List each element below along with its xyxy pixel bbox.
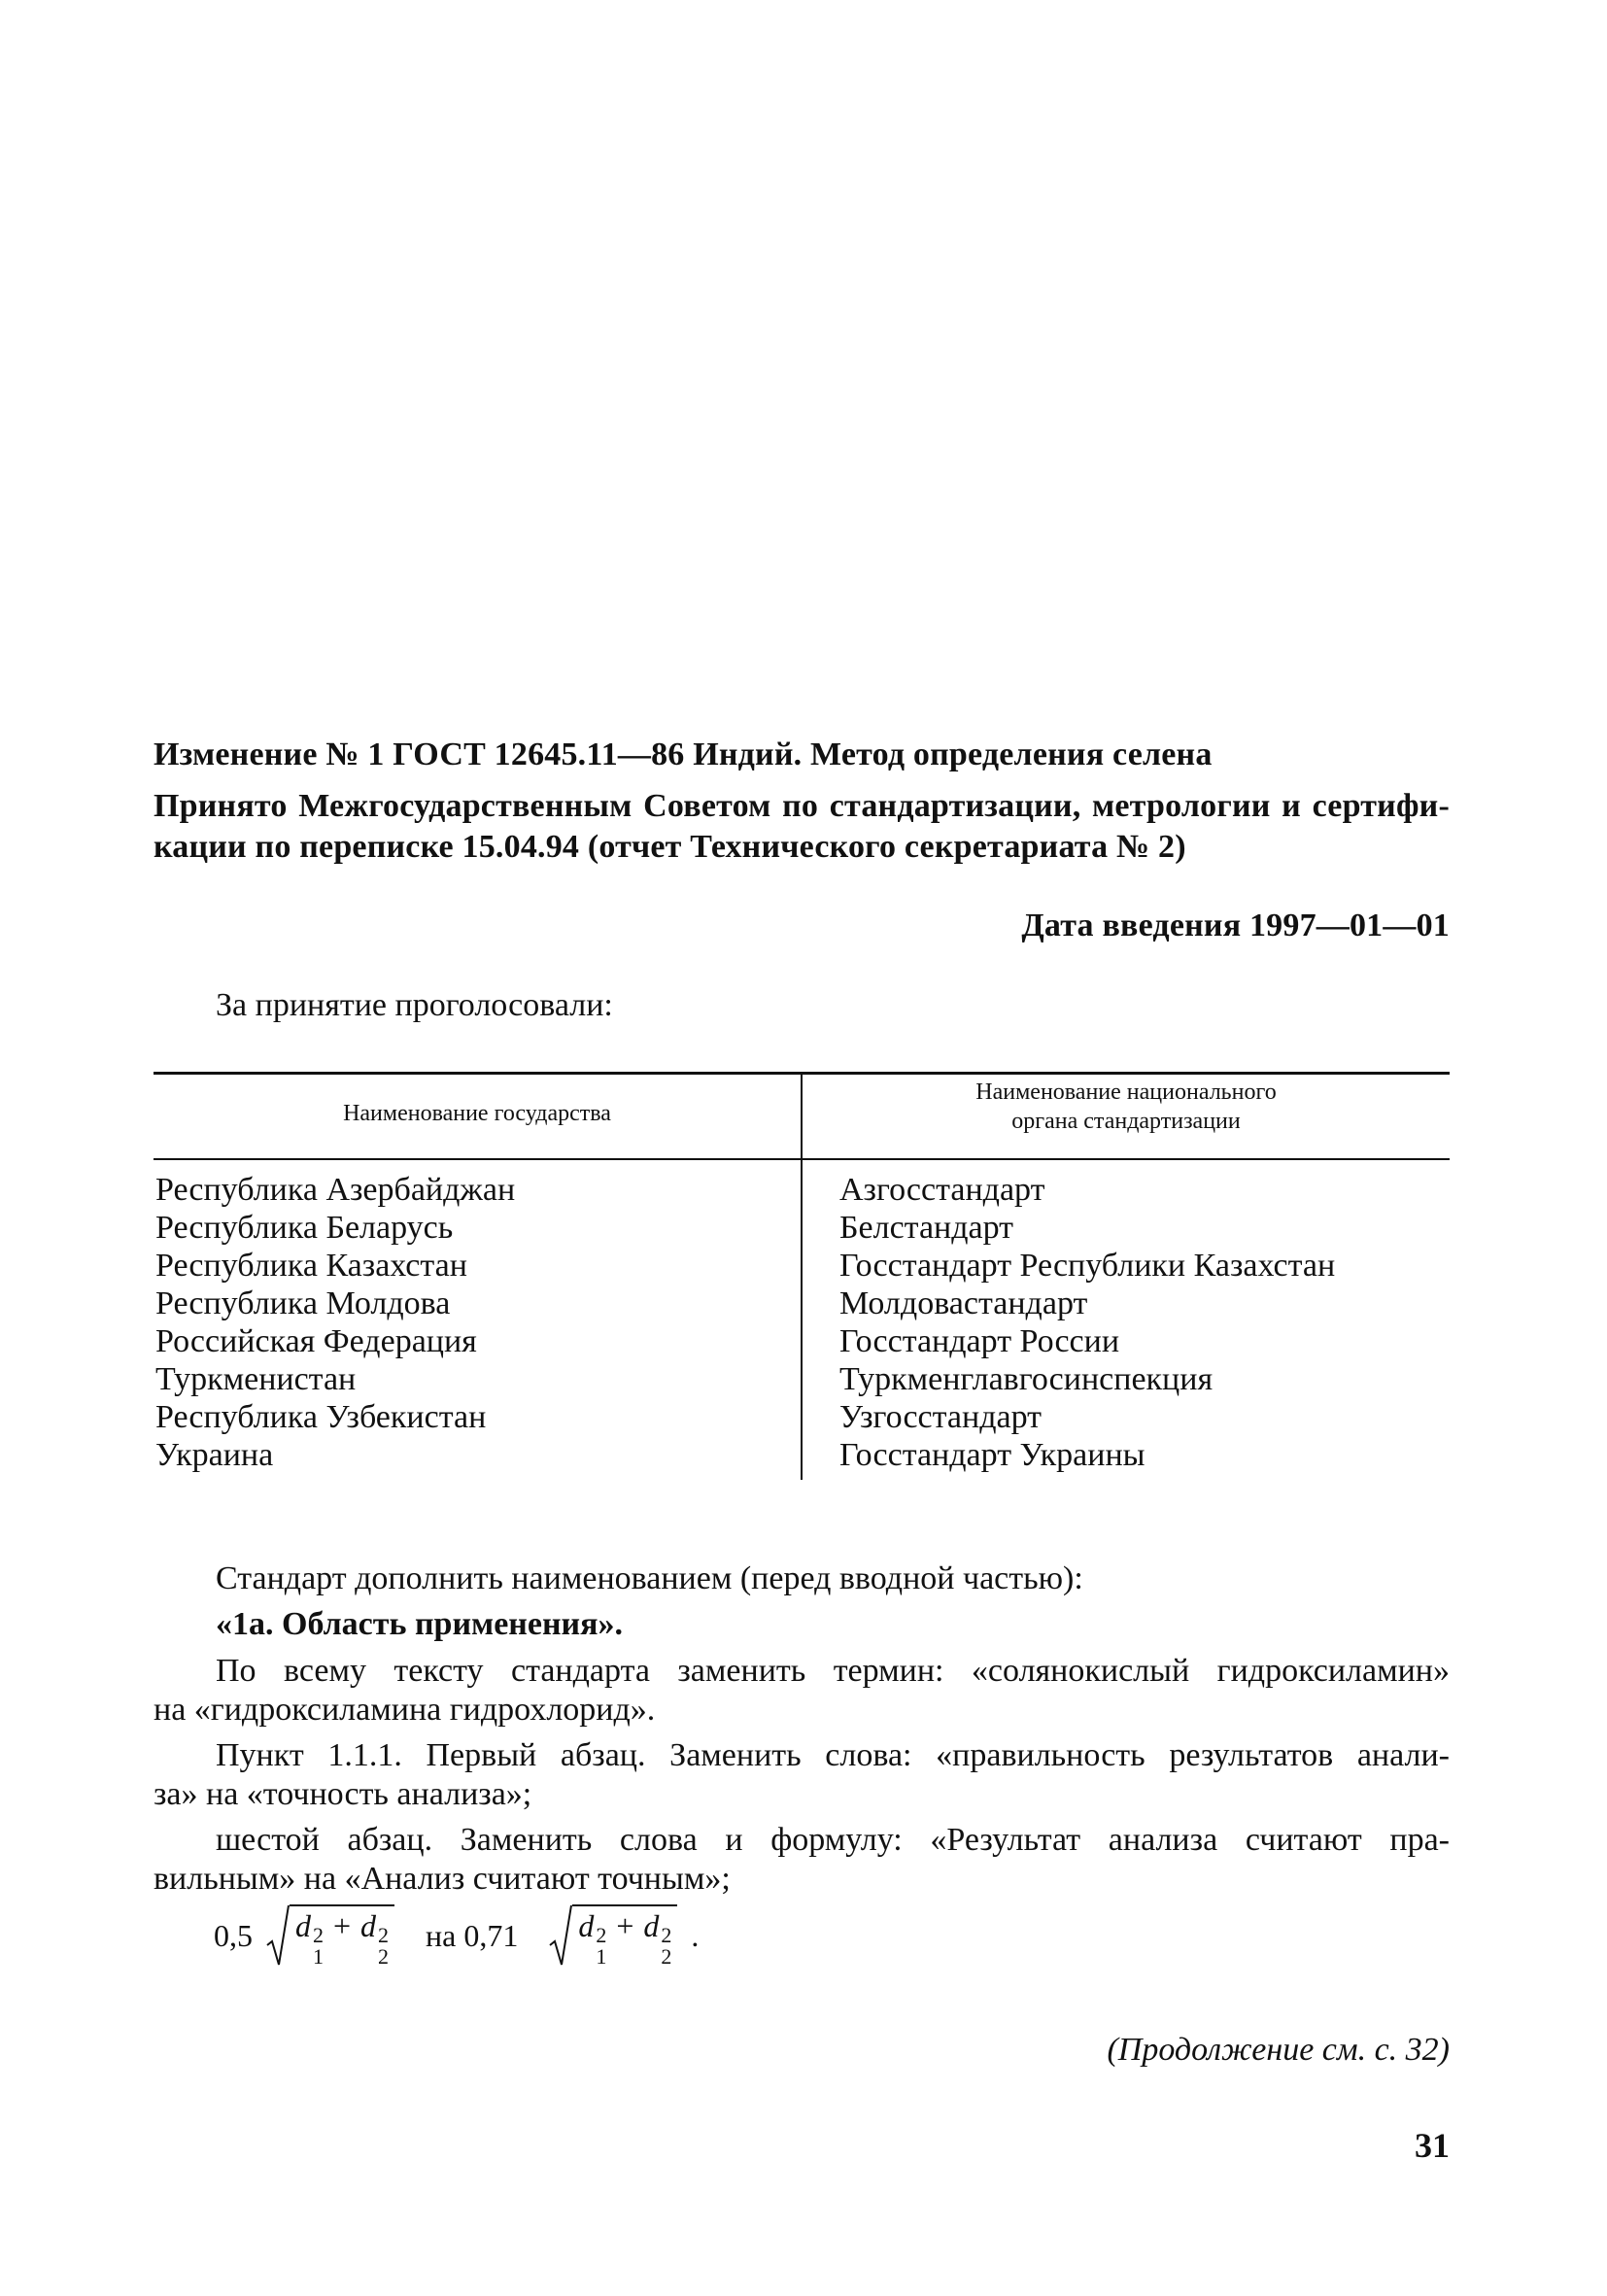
table-row-body: Азгосстандарт	[839, 1172, 1045, 1208]
table-row-body: Госстандарт Украины	[839, 1437, 1145, 1473]
paragraph-formula-line-1: шестой абзац. Заменить слова и формулу: «Результат анализа считают пра-	[216, 1822, 1450, 1858]
d1-symbol: d	[578, 1908, 595, 1943]
formula-coefficient-2: на 0,71	[426, 1917, 519, 1953]
d2-subscript: 2	[661, 1944, 672, 1969]
d1-subscript: 1	[313, 1944, 324, 1969]
table-row-state: Украина	[155, 1437, 274, 1473]
table-row-state: Российская Федерация	[155, 1323, 477, 1359]
table-row-body: Госстандарт России	[839, 1323, 1120, 1359]
d1-exponent: 2	[313, 1923, 324, 1947]
d2-symbol: d	[360, 1908, 377, 1943]
table-row-state: Республика Узбекистан	[155, 1399, 487, 1435]
continuation-note: (Продолжение см. с. 32)	[1107, 2032, 1450, 2068]
radicand-1	[290, 1904, 394, 1967]
radical-sign-icon	[266, 1904, 290, 1967]
d2-symbol: d	[643, 1908, 660, 1943]
table-row-body: Белстандарт	[839, 1210, 1014, 1246]
adoption-line-2: кации по переписке 15.04.94 (отчет Технического секретариата № 2)	[154, 829, 1186, 865]
column-header-body	[803, 1078, 1450, 1136]
column-header-state: Наименование государства	[343, 1101, 611, 1126]
adoption-line-1: Принято Межгосударственным Советом по стандартизации, метрологии и сертифи-	[154, 788, 1450, 824]
paragraph-term-line-1: По всему тексту стандарта заменить термин: «солянокислый гидроксиламин»	[216, 1653, 1450, 1689]
page-number: 31	[1415, 2126, 1450, 2165]
table-row-state: Республика Молдова	[155, 1285, 451, 1321]
column-header-body-line-2: органа стандартизации	[1011, 1109, 1241, 1134]
formula-end-period: .	[691, 1917, 700, 1953]
table-row-body: Молдовастандарт	[839, 1285, 1088, 1321]
table-header-rule	[154, 1158, 1450, 1160]
d1-exponent: 2	[596, 1923, 607, 1947]
introduction-date: Дата введения 1997—01—01	[1021, 908, 1450, 943]
d1-symbol: d	[295, 1908, 311, 1943]
formula	[214, 1904, 699, 1967]
d2-exponent: 2	[378, 1923, 390, 1947]
table-row-state: Туркменистан	[155, 1361, 357, 1397]
d2-exponent: 2	[661, 1923, 672, 1947]
table-row-state: Республика Азербайджан	[155, 1172, 516, 1208]
radicand-2	[572, 1904, 677, 1967]
table-row-body: Госстандарт Республики Казахстан	[839, 1248, 1336, 1284]
plus-sign: +	[333, 1908, 352, 1943]
voted-intro: За принятие проголосовали:	[216, 987, 613, 1023]
sqrt-expression-2	[549, 1904, 677, 1967]
d2-subscript: 2	[378, 1944, 390, 1969]
paragraph-scope-title: «1а. Область применения».	[216, 1606, 624, 1642]
d1-subscript: 1	[596, 1944, 607, 1969]
table-row-body: Узгосстандарт	[839, 1399, 1043, 1435]
plus-sign: +	[616, 1908, 634, 1943]
paragraph-item-line-1: Пункт 1.1.1. Первый абзац. Заменить слова: «правильность результатов анали-	[216, 1737, 1450, 1773]
amendment-title: Изменение № 1 ГОСТ 12645.11—86 Индий. Метод определения селена	[154, 737, 1213, 772]
paragraph-formula-line-2: вильным» на «Анализ считают точным»;	[154, 1861, 731, 1897]
paragraph-item-line-2: за» на «точность анализа»;	[154, 1776, 532, 1812]
paragraph-term-line-2: на «гидроксиламина гидрохлорид».	[154, 1692, 656, 1728]
column-header-body-line-1: Наименование национального	[975, 1079, 1277, 1105]
paragraph-add-name: Стандарт дополнить наименованием (перед вводной частью):	[216, 1560, 1083, 1596]
table-row-state: Республика Беларусь	[155, 1210, 454, 1246]
formula-coefficient-1: 0,5	[214, 1917, 253, 1953]
radical-sign-icon	[549, 1904, 572, 1967]
table-row-state: Республика Казахстан	[155, 1248, 467, 1284]
table-row-body: Туркменглавгосинспекция	[839, 1361, 1214, 1397]
sqrt-expression-1	[266, 1904, 394, 1967]
voting-table	[154, 1072, 1450, 1480]
